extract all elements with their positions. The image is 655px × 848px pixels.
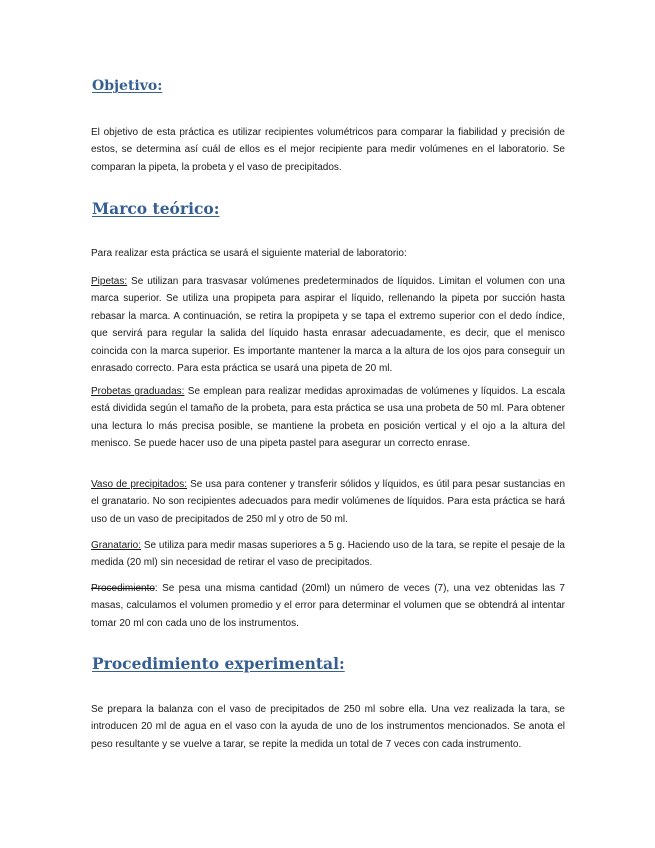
text-pipetas: Se utilizan para trasvasar volúmenes predeterminados de líquidos. Limitan el volumen con una marca superior. Se utiliza una propipeta para aspirar el líquido, rellenando la pipeta por succión hasta rebasar la marca. A continuación, se retira la propipeta y se tapa el extremo superior con el dedo índice, que servirá para regular la salida del líquido hasta enrasar adecuadamente, es decir, que el menisco coincida con la marca superior. Es importante mantener la marca a la altura de los ojos para conseguir un enrasado correcto. Para esta práctica se usará una pipeta de 20 ml. <box>91 276 565 375</box>
term-vaso: Vaso de precipitados: <box>91 479 188 490</box>
term-granatario: Granatario: <box>91 540 142 551</box>
term-probetas: Probetas graduadas: <box>91 386 185 397</box>
paragraph-vaso <box>91 476 565 528</box>
text-vaso: Se usa para contener y transferir sólidos y líquidos, es útil para pesar sustancias en el granatario. No son recipientes adecuados para medir volúmenes de líquidos. Para esta práctica se hará uso de un vaso de precipitados de 250 ml y otro de 50 ml. <box>91 479 566 525</box>
paragraph-experimental: Se prepara la balanza con el vaso de precipitados de 250 ml sobre ella. Una vez realizada la tara, se introducen 20 ml de agua en el vaso con la ayuda de uno de los instrumentos mencionados. Se anota el peso resultante y se vuelve a tarar, se repite la medida un total de 7 veces con cada instrumento. <box>91 704 565 750</box>
heading-procedimiento-experimental: Procedimiento experimental: <box>92 654 345 673</box>
paragraph-pipetas <box>91 273 565 377</box>
paragraph-marco-intro: Para realizar esta práctica se usará el siguiente material de laboratorio: <box>91 248 407 259</box>
heading-marco-teorico: Marco teórico: <box>92 199 220 218</box>
paragraph-procedimiento <box>91 580 565 632</box>
term-procedimiento: Procedimiento <box>91 583 155 594</box>
term-pipetas: Pipetas: <box>91 276 128 287</box>
paragraph-granatario <box>91 537 565 572</box>
text-probetas: Se emplean para realizar medidas aproximadas de volúmenes y líquidos. La escala está dividida según el tamaño de la probeta, para esta práctica se usa una probeta de 50 ml. Para obtener una lectura lo más precisa posible, se mantiene la probeta en posición vertical y el ojo a la altura del menisco. Se puede hacer uso de una pipeta pastel para asegurar un correcto enrase. <box>91 386 566 450</box>
paragraph-probetas <box>91 383 565 453</box>
text-granatario: Se utiliza para medir masas superiores a 5 g. Haciendo uso de la tara, se repite el pesaje de la medida (20 ml) sin necesidad de retirar el vaso de precipitados. <box>91 540 565 569</box>
text-procedimiento: : Se pesa una misma cantidad (20ml) un número de veces (7), una vez obtenidas las 7 masas, calculamos el volumen promedio y el error para determinar el volumen que se obtendrá al intentar tomar 20 ml con cada uno de los instrumentos. <box>91 583 565 629</box>
heading-objetivo: Objetivo: <box>92 78 163 94</box>
paragraph-objetivo: El objetivo de esta práctica es utilizar recipientes volumétricos para comparar la fiabilidad y precisión de estos, se determina así cuál de ellos es el mejor recipiente para medir volúmenes en el laboratorio. Se comparan la pipeta, la probeta y el vaso de precipitados. <box>91 127 565 173</box>
